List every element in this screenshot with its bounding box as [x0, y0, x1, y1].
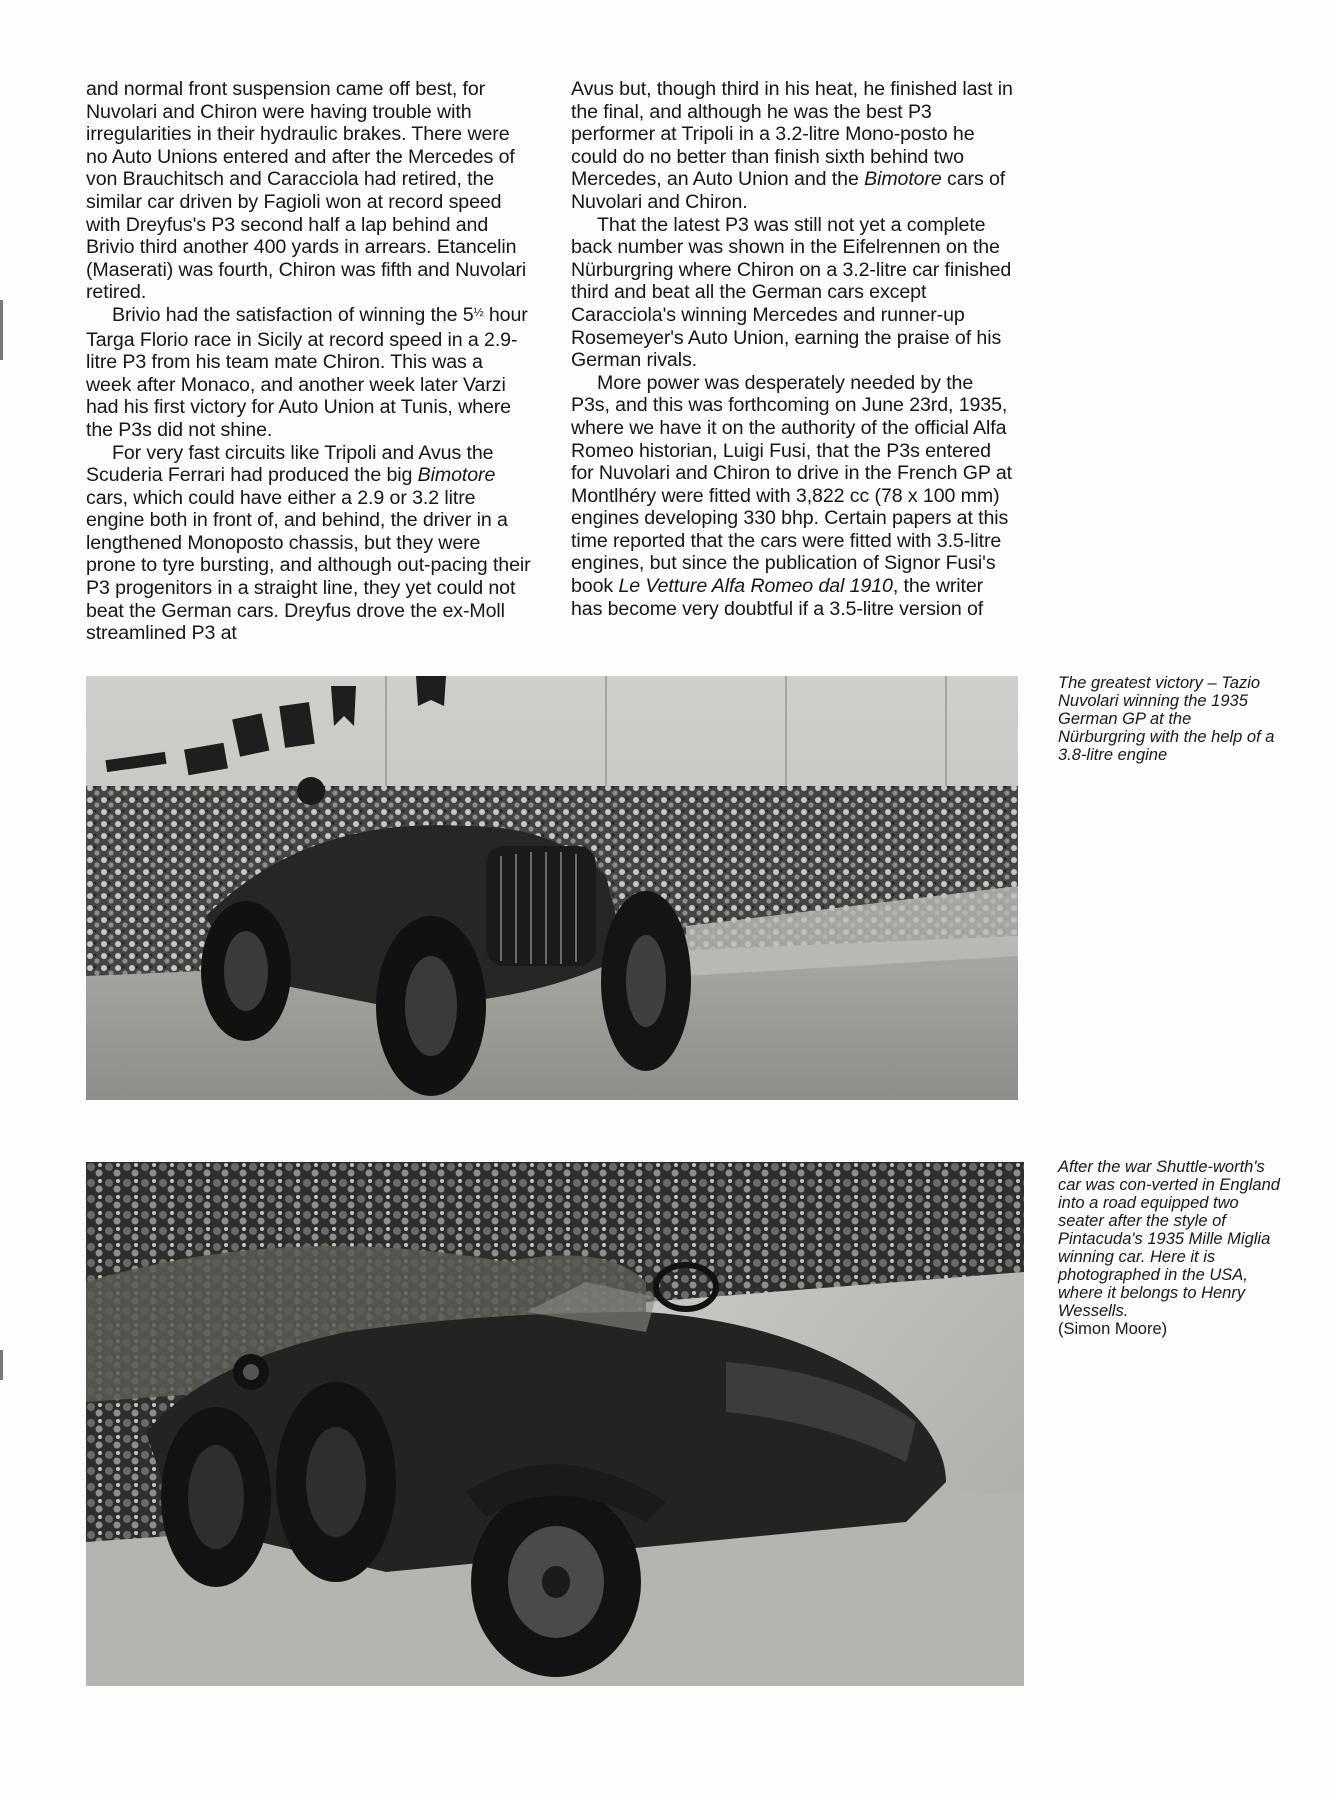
photo-credit: (Simon Moore)	[1058, 1320, 1168, 1338]
right-paragraph-2: That the latest P3 was still not yet a complete back number was shown in the Eifelrennen on the Nürburgring where Chiron on a 3.2-litre car finished third and beat all the German cars except Caracciola's winning Mercedes and runner-up Rosemeyer's Auto Union, earning the praise of his German rivals.	[571, 213, 1012, 372]
right-paragraph-1-start: Avus but, though third in his heat, he finished last in the final, and although he was the best P3 performer at Tripoli in a 3.2-litre Mono-posto he could do no better than finish sixth behind two Mercedes, an Auto Union and the	[571, 78, 1013, 191]
caption-photo-1-text: The greatest victory – Tazio Nuvolari winning the 1935 German GP at the Nürburgring with the help of a 3.8-litre engine	[1058, 674, 1275, 764]
caption-photo-2	[1058, 1158, 1280, 1338]
left-paragraph-2-start: Brivio had the satisfaction of winning the 5	[112, 303, 474, 326]
right-paragraph-3	[571, 372, 1017, 621]
photo-shuttleworth-car	[86, 1162, 1024, 1686]
left-paragraph-2	[86, 304, 532, 442]
right-text-column	[571, 78, 1017, 620]
caption-photo-2-text: After the war Shuttle-worth's car was con-verted in England into a road equipped two seater after the style of Pintacuda's 1935 Mille Miglia winning car. Here it is photographed in the USA, where it belongs to Henry Wessells.	[1058, 1158, 1280, 1320]
right-paragraph-1	[571, 78, 1017, 214]
scan-edge-mark-bottom	[0, 1350, 3, 1380]
fraction-half: ½	[473, 304, 484, 319]
photo-shuttleworth-car-image	[86, 1162, 1024, 1686]
right-paragraph-1-end: cars of Nuvolari and Chiron.	[571, 168, 1006, 213]
left-paragraph-2-end: hour Targa Florio race in Sicily at record speed in a 2.9-litre P3 from his team mate Chiron. This was a week after Monaco, and another week later Varzi had his first victory for Auto Union at Tunis, where the P3s did not shine.	[86, 303, 528, 441]
scan-edge-mark-top	[0, 300, 3, 360]
bimotore-italic-2: Bimotore	[864, 168, 942, 191]
photo-nuvolari-race	[86, 676, 1018, 1100]
right-paragraph-3-start: More power was desperately needed by the P3s, and this was forthcoming on June 23rd, 1935, where we have it on the authority of the official Alfa Romeo historian, Luigi Fusi, that the P3s entered for Nuvolari and Chiron to drive in the French GP at Montlhéry were fitted with 3,822 cc (78 x 100 mm) engines developing 330 bhp. Certain papers at this time reported that the cars were fitted with 3.5-litre engines, but since the publication of Signor Fusi's book	[571, 371, 1012, 598]
bimotore-italic: Bimotore	[417, 464, 496, 487]
left-paragraph-3-start: For very fast circuits like Tripoli and Avus the Scuderia Ferrari had produced the big	[86, 441, 494, 487]
left-paragraph-3	[86, 442, 532, 645]
left-paragraph-1: and normal front suspension came off best, for Nuvolari and Chiron were having trouble with irregularities in their hydraulic brakes. There were no Auto Unions entered and after the Mercedes of von Brauchitsch and Caracciola had retired, the similar car driven by Fagioli won at record speed with Dreyfus's P3 second half a lap behind and Brivio third another 400 yards in arrears. Etancelin (Maserati) was fourth, Chiron was fifth and Nuvolari retired.	[86, 78, 527, 304]
photo-nuvolari-race-image	[86, 676, 1018, 1100]
right-paragraph-3-end: , the writer has become very doubtful if a 3.5-litre version of	[571, 575, 984, 620]
left-paragraph-3-end: cars, which could have either a 2.9 or 3.2 litre engine both in front of, and behind, the driver in a lengthened Monoposto chassis, but they were prone to tyre bursting, and although out-pacing their P3 progenitors in a straight line, they yet could not beat the German cars. Dreyfus drove the ex-Moll streamlined P3 at	[86, 486, 531, 645]
book-title-italic: Le Vetture Alfa Romeo dal 1910	[618, 575, 893, 598]
left-text-column	[86, 78, 532, 645]
caption-photo-1	[1058, 674, 1280, 764]
